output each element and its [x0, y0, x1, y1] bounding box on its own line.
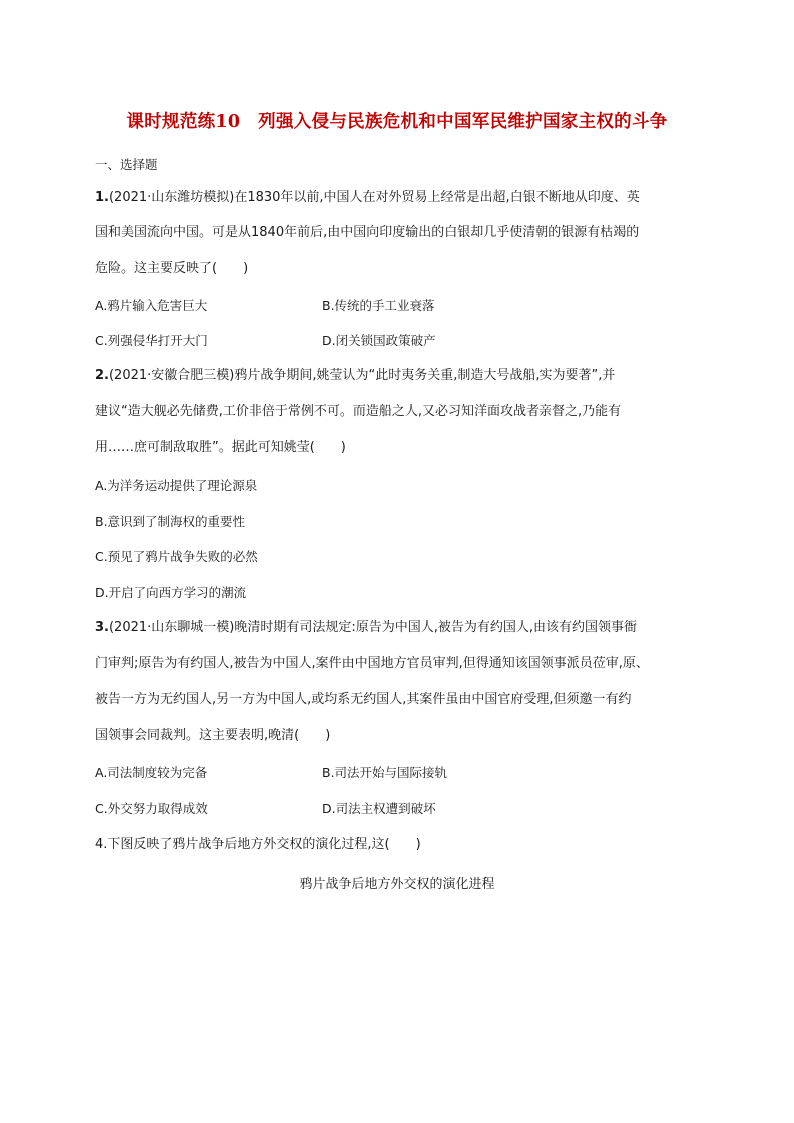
question-3-line-3: 被告一方为无约国人,另一方为中国人,或均系无约国人,其案件虽由中国官府受理,但须邀一有约	[95, 692, 632, 707]
question-1-line-1: 1.(2021·山东潍坊模拟)在1830年以前,中国人在对外贸易上经常是出超,白银不断地从印度、英	[95, 190, 640, 205]
question-1-number: 1.	[95, 190, 109, 205]
question-2-number: 2.	[95, 368, 109, 383]
question-2-line-3: 用……庶可制敌取胜”。据此可知姚莹( )	[95, 440, 346, 455]
question-3-option-b[interactable]: B.司法开始与国际接轨	[322, 765, 448, 780]
question-3-line-4: 国领事会同裁判。这主要表明,晚清( )	[95, 728, 331, 743]
question-2-line-1: 2.(2021·安徽合肥三模)鸦片战争期间,姚莹认为“此时夷务关重,制造大号战船,实为要著”,并	[95, 368, 616, 383]
question-3-option-d[interactable]: D.司法主权遭到破坏	[322, 801, 436, 816]
question-3-option-a[interactable]: A.司法制度较为完备	[95, 765, 208, 780]
question-2-option-a[interactable]: A.为洋务运动提供了理论源泉	[95, 478, 258, 493]
question-2-option-b[interactable]: B.意识到了制海权的重要性	[95, 514, 246, 529]
question-1-option-d[interactable]: D.闭关锁国政策破产	[322, 333, 436, 348]
section-heading: 一、选择题	[95, 157, 158, 172]
question-1-line-3: 危险。这主要反映了( )	[95, 261, 249, 276]
question-3-number: 3.	[95, 620, 109, 635]
question-3-option-c[interactable]: C.外交努力取得成效	[95, 801, 208, 816]
question-1-option-a[interactable]: A.鸦片输入危害巨大	[95, 298, 208, 313]
question-2-option-d[interactable]: D.开启了向西方学习的潮流	[95, 585, 247, 600]
figure-title: 鸦片战争后地方外交权的演化进程	[299, 877, 495, 892]
question-1-option-b[interactable]: B.传统的手工业衰落	[322, 298, 435, 313]
question-4-line-1: 4.下图反映了鸦片战争后地方外交权的演化过程,这( )	[95, 837, 421, 852]
question-3-line-2: 门审判;原告为有约国人,被告为中国人,案件由中国地方官员审判,但得通知该国领事派员莅审,原、	[95, 656, 649, 671]
question-2-option-c[interactable]: C.预见了鸦片战争失败的必然	[95, 549, 258, 564]
question-2-line-2: 建议“造大舰必先储费,工价非倍于常例不可。而造船之人,又必习知洋面攻战者亲督之,乃能有	[95, 404, 622, 419]
question-1-option-c[interactable]: C.列强侵华打开大门	[95, 333, 208, 348]
page-title: 课时规范练10 列强入侵与民族危机和中国军民维护国家主权的斗争	[126, 112, 668, 132]
question-1-line-2: 国和美国流向中国。可是从1840年前后,由中国向印度输出的白银却几乎使清朝的银源有枯竭的	[95, 225, 640, 240]
question-3-line-1: 3.(2021·山东聊城一模)晚清时期有司法规定:原告为中国人,被告为有约国人,由该有约国领事衙	[95, 620, 637, 635]
